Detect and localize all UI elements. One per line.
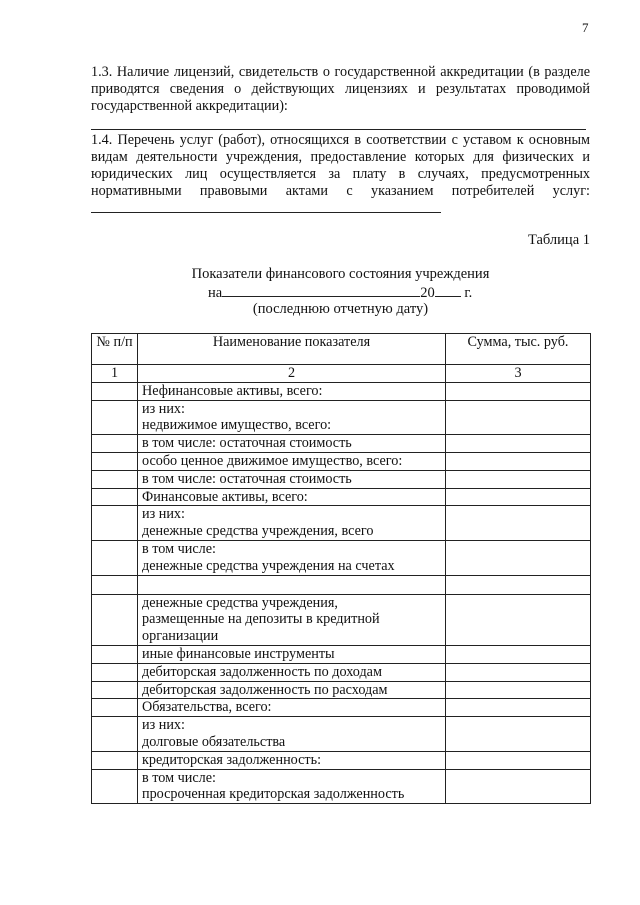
indicator-name-cell: в том числе: просроченная кредиторская задолженность [138, 769, 446, 804]
table-row [92, 769, 591, 804]
financial-indicators-table [91, 333, 591, 804]
amount-cell [446, 663, 591, 681]
indicator-name-cell: Финансовые активы, всего: [138, 488, 446, 506]
indicator-name-cell: дебиторская задолженность по расходам [138, 681, 446, 699]
row-number-cell [92, 769, 138, 804]
indicator-name-cell: из них: недвижимое имущество, всего: [138, 400, 446, 435]
amount-cell [446, 400, 591, 435]
column-number-1: 1 [92, 365, 138, 383]
table-row [92, 594, 591, 645]
indicator-name-cell: в том числе: денежные средства учреждения на счетах [138, 540, 446, 575]
date-suffix: г. [464, 285, 473, 301]
report-date-line [208, 284, 472, 302]
table-row [92, 506, 591, 541]
table-row [92, 751, 591, 769]
row-number-cell [92, 594, 138, 645]
indicator-name-cell: в том числе: остаточная стоимость [138, 470, 446, 488]
table-row [92, 452, 591, 470]
amount-cell [446, 717, 591, 752]
row-number-cell [92, 699, 138, 717]
indicator-name-cell [138, 575, 446, 594]
date-year-prefix: 20 [420, 285, 435, 301]
amount-cell [446, 435, 591, 453]
year-fill-in-line [435, 284, 461, 297]
column-number-3: 3 [446, 365, 591, 383]
indicator-name-cell: из них: денежные средства учреждения, всего [138, 506, 446, 541]
row-number-cell [92, 382, 138, 400]
table-row [92, 575, 591, 594]
indicator-name-cell: Обязательства, всего: [138, 699, 446, 717]
row-number-cell [92, 488, 138, 506]
header-indicator-name: Наименование показателя [138, 334, 446, 365]
indicator-name-cell: дебиторская задолженность по доходам [138, 663, 446, 681]
date-fill-in-line [222, 284, 420, 297]
services-fill-in-line [91, 200, 441, 213]
row-number-cell [92, 435, 138, 453]
table-label: Таблица 1 [527, 232, 590, 248]
amount-cell [446, 699, 591, 717]
table-row [92, 645, 591, 663]
table-row [92, 382, 591, 400]
table-column-numbers-row [92, 365, 591, 383]
indicator-name-cell: Нефинансовые активы, всего: [138, 382, 446, 400]
amount-cell [446, 452, 591, 470]
indicator-name-cell: в том числе: остаточная стоимость [138, 435, 446, 453]
amount-cell [446, 681, 591, 699]
amount-cell [446, 470, 591, 488]
section-1-4-text [91, 132, 590, 218]
row-number-cell [92, 452, 138, 470]
amount-cell [446, 488, 591, 506]
section-1-4-body: 1.4. Перечень услуг (работ), относящихся в соответствии с уставом к основным видам деятельности учреждения, предоставление которых для физических и юридических лиц осуществляется за плату в случаях, предусмотренных нормативными правовыми актами с указанием потребителей услуг: [91, 132, 590, 199]
fill-in-line [91, 129, 586, 130]
row-number-cell [92, 506, 138, 541]
indicator-name-cell: иные финансовые инструменты [138, 645, 446, 663]
date-note: (последнюю отчетную дату) [252, 301, 429, 317]
table-row [92, 435, 591, 453]
indicator-name-cell: денежные средства учреждения, размещенные на депозиты в кредитной организации [138, 594, 446, 645]
row-number-cell [92, 645, 138, 663]
date-prefix: на [208, 285, 223, 301]
row-number-cell [92, 663, 138, 681]
table-row [92, 488, 591, 506]
amount-cell [446, 575, 591, 594]
row-number-cell [92, 681, 138, 699]
amount-cell [446, 382, 591, 400]
section-1-3-text: 1.3. Наличие лицензий, свидетельств о государственной аккредитации (в разделе приводятся сведения о действующих лицензиях и результатах проводимой государственной аккредитации): [91, 64, 590, 114]
column-number-2: 2 [138, 365, 446, 383]
row-number-cell [92, 470, 138, 488]
row-number-cell [92, 575, 138, 594]
header-number: № п/п [92, 334, 138, 365]
indicator-name-cell: кредиторская задолженность: [138, 751, 446, 769]
header-amount: Сумма, тыс. руб. [446, 334, 591, 365]
indicator-name-cell: особо ценное движимое имущество, всего: [138, 452, 446, 470]
indicator-name-cell: из них: долговые обязательства [138, 717, 446, 752]
table-row [92, 470, 591, 488]
table-row [92, 400, 591, 435]
table-row [92, 540, 591, 575]
table-header-row [92, 334, 591, 365]
row-number-cell [92, 717, 138, 752]
page-number: 7 [582, 20, 589, 35]
amount-cell [446, 594, 591, 645]
amount-cell [446, 769, 591, 804]
amount-cell [446, 645, 591, 663]
amount-cell [446, 506, 591, 541]
amount-cell [446, 540, 591, 575]
table-row [92, 717, 591, 752]
row-number-cell [92, 751, 138, 769]
table-row [92, 699, 591, 717]
table-row [92, 681, 591, 699]
table-title: Показатели финансового состояния учреждения [191, 266, 490, 282]
row-number-cell [92, 400, 138, 435]
table-row [92, 663, 591, 681]
amount-cell [446, 751, 591, 769]
row-number-cell [92, 540, 138, 575]
